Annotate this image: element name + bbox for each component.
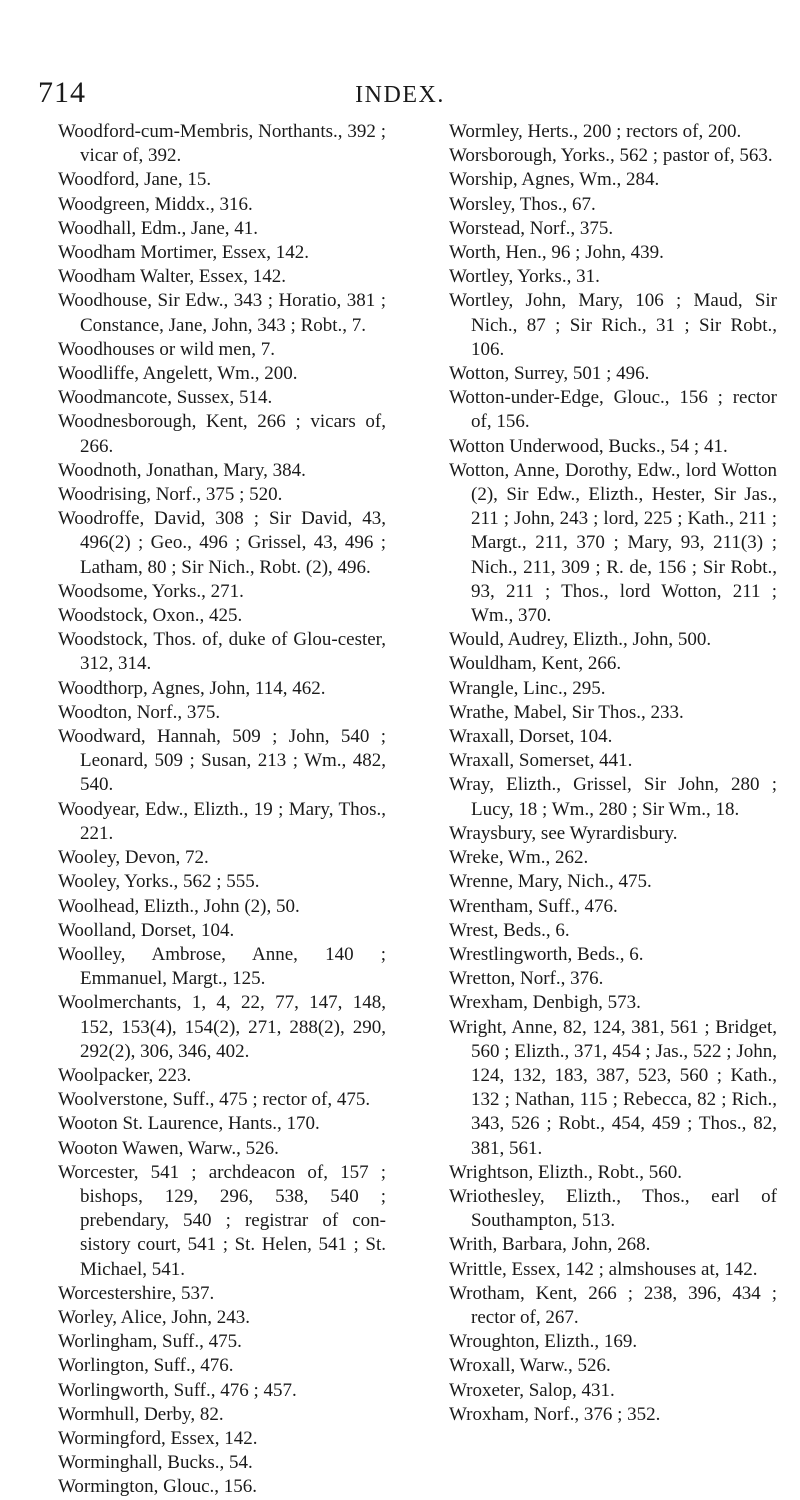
index-entry: Wotton, Surrey, 501 ; 496. (449, 363, 650, 385)
index-entry: Worlingworth, Suff., 476 ; 457. (58, 1379, 297, 1401)
index-entry: Writh, Barbara, John, 268. (449, 1234, 651, 1256)
index-entry: Woodham Walter, Essex, 142. (58, 266, 287, 288)
index-entry: Woodford-cum-Membris, Northants., 392 ; vicar of, 392. (58, 121, 386, 167)
index-entry: Woodgreen, Middx., 316. (58, 193, 253, 215)
index-entry: Woolland, Dorset, 104. (58, 919, 235, 941)
index-entry: Wreke, Wm., 262. (449, 847, 589, 869)
page-number: 714 (38, 76, 86, 109)
index-entry: Woodton, Norf., 375. (58, 701, 221, 723)
index-entry: Woodford, Jane, 15. (58, 169, 212, 191)
index-entry: Wotton, Anne, Dorothy, Edw., lord Wotton (2), Sir Edw., Elizth., Hester, Sir Jas., 211 ; John, 243 ; lord, 225 ; Kath., 211 ; Margt., 211, 370 ; Mary, 93, 211(3) ; Nich., 211, 309 ; R. de, 156 ; Sir Robt., 93, 211 ; Thos., lord Wotton, 211 ; Wm., 370. (449, 459, 777, 627)
index-entry: Worminghall, Bucks., 54. (58, 1452, 253, 1474)
index-entry: Wraxall, Dorset, 104. (449, 726, 613, 748)
index-entry: Wroxeter, Salop, 431. (449, 1379, 615, 1401)
index-entry: Woolverstone, Suff., 475 ; rector of, 475. (58, 1089, 371, 1111)
index-entry: Worsborough, Yorks., 562 ; pastor of, 563. (449, 145, 773, 167)
index-entry: Wrotham, Kent, 266 ; 238, 396, 434 ; rector of, 267. (449, 1282, 777, 1328)
index-entry: Woolley, Ambrose, Anne, 140 ; Emmanuel, Margt., 125. (58, 943, 386, 990)
index-entry: Wrathe, Mabel, Sir Thos., 233. (449, 701, 684, 723)
index-entry: Woodnesborough, Kent, 266 ; vicars of, 266. (58, 411, 386, 457)
index-entry: Wroughton, Elizth., 169. (449, 1331, 638, 1353)
index-entry: Woodstock, Oxon., 425. (58, 605, 243, 627)
index-entry: Worlington, Suff., 476. (58, 1355, 234, 1377)
index-column-right (449, 120, 777, 1427)
index-entry: Worlingham, Suff., 475. (58, 1331, 242, 1353)
index-entry: Wormhull, Derby, 82. (58, 1403, 224, 1425)
index-entry: Woodward, Hannah, 509 ; John, 540 ; Leonard, 509 ; Susan, 213 ; Wm., 482, 540. (58, 726, 386, 796)
index-entry: Wortley, John, Mary, 106 ; Maud, Sir Nich., 87 ; Sir Rich., 31 ; Sir Robt., 106. (449, 290, 777, 360)
index-entry: Worsley, Thos., 67. (449, 193, 596, 215)
index-entry: Wrangle, Linc., 295. (449, 677, 606, 699)
page-title: INDEX. (355, 82, 445, 108)
index-entry: Wormley, Herts., 200 ; rectors of, 200. (449, 121, 742, 142)
index-entry: Worcestershire, 537. (58, 1282, 215, 1304)
index-entry: Wrestlingworth, Beds., 6. (449, 943, 644, 965)
index-entry: Wray, Elizth., Grissel, Sir John, 280 ; Lucy, 18 ; Wm., 280 ; Sir Wm., 18. (449, 774, 777, 820)
index-entry: Wooley, Yorks., 562 ; 555. (58, 871, 260, 893)
index-entry: Wotton Underwood, Bucks., 54 ; 41. (449, 435, 728, 457)
index-entry: Wroxham, Norf., 376 ; 352. (449, 1403, 661, 1425)
index-entry: Woodliffe, Angelett, Wm., 200. (58, 363, 298, 385)
index-entry: Woodstock, Thos. of, duke of Glou-cester, 312, 314. (58, 629, 386, 675)
index-entry: Woodhouses or wild men, 7. (58, 338, 275, 360)
index-entry: Wooton Wawen, Warw., 526. (58, 1137, 279, 1159)
index-entry: Wormington, Glouc., 156. (58, 1476, 258, 1498)
index-entry: Woolhead, Elizth., John (2), 50. (58, 895, 300, 917)
index-entry: Wriothesley, Elizth., Thos., earl of Southampton, 513. (449, 1185, 777, 1232)
index-entry: Woodham Mortimer, Essex, 142. (58, 242, 310, 264)
index-entry: Wrenne, Mary, Nich., 475. (449, 871, 652, 893)
index-entry: Wrentham, Suff., 476. (449, 895, 618, 917)
index-entry: Wooton St. Laurence, Hants., 170. (58, 1113, 320, 1135)
index-entry: Wraysbury, see Wyrardisbury. (449, 822, 678, 844)
index-entry: Wotton-under-Edge, Glouc., 156 ; rector of, 156. (449, 387, 777, 433)
index-column-left (58, 120, 386, 1500)
index-entry: Woodroffe, David, 308 ; Sir David, 43, 496(2) ; Geo., 496 ; Grissel, 43, 496 ; Latham, 80 ; Sir Nich., Robt. (2), 496. (58, 508, 386, 578)
index-entry: Wrightson, Elizth., Robt., 560. (449, 1161, 683, 1183)
index-entry: Woodnoth, Jonathan, Mary, 384. (58, 459, 306, 481)
index-entry: Wouldham, Kent, 266. (449, 653, 622, 675)
index-entry: Worley, Alice, John, 243. (58, 1306, 250, 1328)
index-entry: Wright, Anne, 82, 124, 381, 561 ; Bridget, 560 ; Elizth., 371, 454 ; Jas., 522 ; John, 124, 132, 183, 387, 523, 560 ; Kath., 132 ; Nathan, 115 ; Rebecca, 82 ; Rich., 343, 526 ; Robt., 454, 459 ; Thos., 82, 381, 561. (449, 1016, 777, 1159)
index-entry: Worcester, 541 ; archdeacon of, 157 ; bishops, 129, 296, 538, 540 ; prebendary, 540 ; registrar of con-sistory court, 541 ; St. Helen, 541 ; St. Michael, 541. (58, 1161, 386, 1280)
index-entry: Woodyear, Edw., Elizth., 19 ; Mary, Thos., 221. (58, 798, 386, 844)
index-entry: Wooley, Devon, 72. (58, 847, 209, 869)
index-entry: Wormingford, Essex, 142. (58, 1427, 258, 1449)
index-entry: Woolmerchants, 1, 4, 22, 77, 147, 148, 152, 153(4), 154(2), 271, 288(2), 290, 292(2), 306, 346, 402. (58, 992, 386, 1062)
index-entry: Wretton, Norf., 376. (449, 968, 604, 990)
index-entry: Woolpacker, 223. (58, 1064, 192, 1086)
index-entry: Writtle, Essex, 142 ; almshouses at, 142. (449, 1258, 758, 1280)
index-entry: Would, Audrey, Elizth., John, 500. (449, 629, 712, 651)
index-entry: Worstead, Norf., 375. (449, 217, 614, 239)
index-entry: Wroxall, Warw., 526. (449, 1355, 611, 1377)
index-entry: Woodhouse, Sir Edw., 343 ; Horatio, 381 ; Constance, Jane, John, 343 ; Robt., 7. (58, 290, 386, 336)
index-entry: Woodmancote, Sussex, 514. (58, 387, 273, 409)
index-entry: Wortley, Yorks., 31. (449, 266, 600, 288)
index-entry: Wrest, Beds., 6. (449, 919, 570, 941)
index-entry: Woodhall, Edm., Jane, 41. (58, 217, 259, 239)
index-entry: Wrexham, Denbigh, 573. (449, 992, 641, 1014)
index-entry: Woodrising, Norf., 375 ; 520. (58, 484, 283, 506)
index-entry: Wraxall, Somerset, 441. (449, 750, 633, 772)
index-entry: Woodthorp, Agnes, John, 114, 462. (58, 677, 326, 699)
index-entry: Woodsome, Yorks., 271. (58, 580, 244, 602)
index-entry: Worth, Hen., 96 ; John, 439. (449, 242, 664, 264)
index-entry: Worship, Agnes, Wm., 284. (449, 169, 660, 191)
